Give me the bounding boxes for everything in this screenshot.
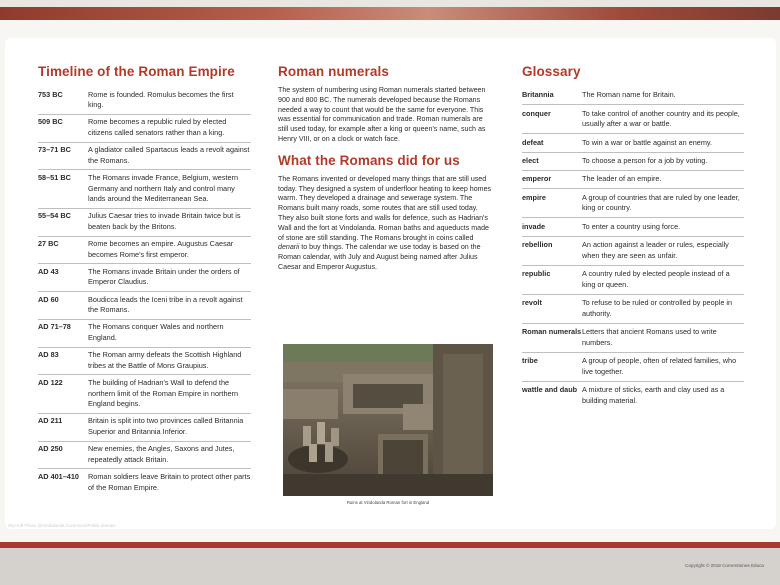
glossary-table — [522, 87, 744, 410]
timeline-row — [38, 114, 251, 142]
glossary-term: conquer — [522, 105, 582, 134]
copyright-note: Copyright © 2018 Cornerstones Educa — [685, 563, 764, 568]
timeline-row — [38, 441, 251, 469]
timeline-date: 509 BC — [38, 114, 88, 142]
glossary-term: invade — [522, 218, 582, 236]
timeline-row — [38, 375, 251, 413]
timeline-date: AD 401–410 — [38, 469, 88, 496]
timeline-date: AD 71–78 — [38, 319, 88, 347]
glossary-term: tribe — [522, 352, 582, 381]
timeline-table — [38, 87, 251, 496]
timeline-row — [38, 208, 251, 236]
numerals-text: The system of numbering using Roman numerals started between 900 and 800 BC. The numerals developed because the Romans needed a way to count that would be the same for everyone. This was essential for communication and trade. Roman numerals are still used today, for example after a king or queen's name, such as Henry VIII, or on a clock or watch face. — [278, 86, 486, 143]
glossary-row — [522, 152, 744, 170]
timeline-event: Roman soldiers leave Britain to protect other parts of the Roman Empire. — [88, 469, 251, 496]
glossary-row — [522, 218, 744, 236]
timeline-event: New enemies, the Angles, Saxons and Jutes, repeatedly attack Britain. — [88, 441, 251, 469]
timeline-event: The Romans invade Britain under the orders of Emperor Claudius. — [88, 264, 251, 292]
timeline-date: AD 211 — [38, 413, 88, 441]
glossary-definition: A group of countries that are ruled by one leader, king or country. — [582, 189, 744, 218]
timeline-date: 753 BC — [38, 89, 63, 99]
middle-section — [278, 64, 492, 273]
glossary-row — [522, 105, 744, 134]
glossary-definition: A mixture of sticks, earth and clay used as a building material. — [582, 381, 744, 409]
timeline-row — [38, 347, 251, 375]
glossary-definition: Letters that ancient Romans used to write numbers. — [582, 323, 744, 352]
timeline-date: AD 250 — [38, 441, 88, 469]
glossary-definition: The Roman name for Britain. — [582, 90, 676, 100]
glossary-term: revolt — [522, 294, 582, 323]
did-for-us-title: What the Romans did for us — [278, 152, 460, 168]
timeline-section — [38, 64, 251, 496]
timeline-row — [38, 469, 251, 496]
glossary-definition: An action against a leader or rules, especially when they are seen as unfair. — [582, 236, 744, 265]
glossary-row — [522, 381, 744, 409]
glossary-term: republic — [522, 265, 582, 294]
timeline-row — [38, 292, 251, 320]
glossary-term: emperor — [522, 171, 582, 189]
timeline-event: Boudicca leads the Iceni tribe in a revolt against the Romans. — [88, 292, 251, 320]
timeline-row — [38, 264, 251, 292]
timeline-date: AD 43 — [38, 264, 88, 292]
glossary-definition: A group of people, often of related families, who live together. — [582, 352, 744, 381]
timeline-event: Britain is split into two provinces called Britannia Superior and Britannia Inferior. — [88, 413, 251, 441]
timeline-event: The building of Hadrian's Wall to defend the northern limit of the Roman Empire in northern England begins. — [88, 375, 251, 413]
timeline-row — [38, 413, 251, 441]
vindolanda-photo — [283, 344, 493, 496]
timeline-row — [38, 142, 251, 170]
glossary-definition: To choose a person for a job by voting. — [582, 152, 744, 170]
timeline-row — [38, 319, 251, 347]
timeline-date: 58–51 BC — [38, 170, 88, 208]
glossary-row — [522, 134, 744, 152]
timeline-event: The Roman army defeats the Scottish Highland tribes at the Battle of Mons Graupius. — [88, 347, 251, 375]
glossary-section — [522, 64, 744, 410]
glossary-term: rebellion — [522, 236, 582, 265]
glossary-row — [522, 352, 744, 381]
glossary-definition: To enter a country using force. — [582, 218, 744, 236]
timeline-event: The Romans invade France, Belgium, western Germany and northern Italy and control many lands around the Mediterranean Sea. — [88, 170, 251, 208]
glossary-row — [522, 294, 744, 323]
timeline-event: Julius Caesar tries to invade Britain twice but is beaten back by the Britons. — [88, 208, 251, 236]
glossary-row — [522, 189, 744, 218]
did-for-us-text — [278, 175, 492, 273]
glossary-row — [522, 236, 744, 265]
timeline-date: 27 BC — [38, 236, 88, 264]
did-for-us-text-part1: The Romans invented or developed many things that are still used today. They designed a system of underfloor heating to keep homes warm. They developed a drainage and sewerage system. The Romans built many roads, some routes that are still used today. They also built stone forts and walls for defence, such as Hadrian's Wall and the fort at Vindolanda. Roman baths and aqueducts made of stone are still standing. The Romans brought in coins called — [278, 174, 492, 242]
timeline-event: Rome becomes a republic ruled by elected citizens called senators rather than a king. — [88, 114, 251, 142]
timeline-date: AD 122 — [38, 375, 88, 413]
timeline-row — [38, 170, 251, 208]
timeline-date: AD 83 — [38, 347, 88, 375]
glossary-definition: To win a war or battle against an enemy. — [582, 134, 744, 152]
photo-credit: Wycroft Photo @Vindolanda Commons/Public domain — [8, 523, 116, 528]
glossary-row — [522, 265, 744, 294]
footer-band — [0, 548, 780, 585]
did-for-us-text-part2: to buy things. The calendar we use today is based on the Roman calendar, with July and August being named after Julius Caesar and Emperor Augustus. — [278, 243, 481, 271]
photo-caption: Ruins at Vindolanda Roman fort in England — [346, 500, 430, 505]
glossary-row — [522, 87, 744, 105]
glossary-definition: To refuse to be ruled or controlled by people in authority. — [582, 294, 744, 323]
glossary-definition: To take control of another country and its people, usually after a war or battle. — [582, 105, 744, 134]
timeline-date: 73–71 BC — [38, 142, 88, 170]
glossary-term: empire — [522, 189, 582, 218]
timeline-row — [38, 87, 251, 114]
glossary-term: wattle and daub — [522, 381, 582, 409]
glossary-row — [522, 171, 744, 189]
numerals-title: Roman numerals — [278, 64, 389, 79]
glossary-term: elect — [522, 152, 582, 170]
glossary-row — [522, 323, 744, 352]
timeline-event: The Romans conquer Wales and northern England. — [88, 319, 251, 347]
did-for-us-denarii: denarii — [278, 243, 300, 252]
timeline-event: A gladiator called Spartacus leads a revolt against the Romans. — [88, 142, 251, 170]
glossary-term: Roman numerals — [522, 323, 582, 352]
timeline-date: 55–54 BC — [38, 208, 88, 236]
timeline-date: AD 60 — [38, 292, 88, 320]
timeline-title: Timeline of the Roman Empire — [38, 64, 235, 79]
timeline-event: Rome becomes an empire. Augustus Caesar becomes Rome's first emperor. — [88, 236, 251, 264]
timeline-row — [38, 236, 251, 264]
glossary-definition: A country ruled by elected people instead of a king or queen. — [582, 265, 744, 294]
timeline-event: Rome is founded. Romulus becomes the first king. — [88, 89, 234, 110]
glossary-definition: The leader of an empire. — [582, 171, 744, 189]
glossary-title: Glossary — [522, 64, 581, 79]
glossary-term: defeat — [522, 134, 582, 152]
glossary-term: Britannia — [522, 90, 554, 100]
